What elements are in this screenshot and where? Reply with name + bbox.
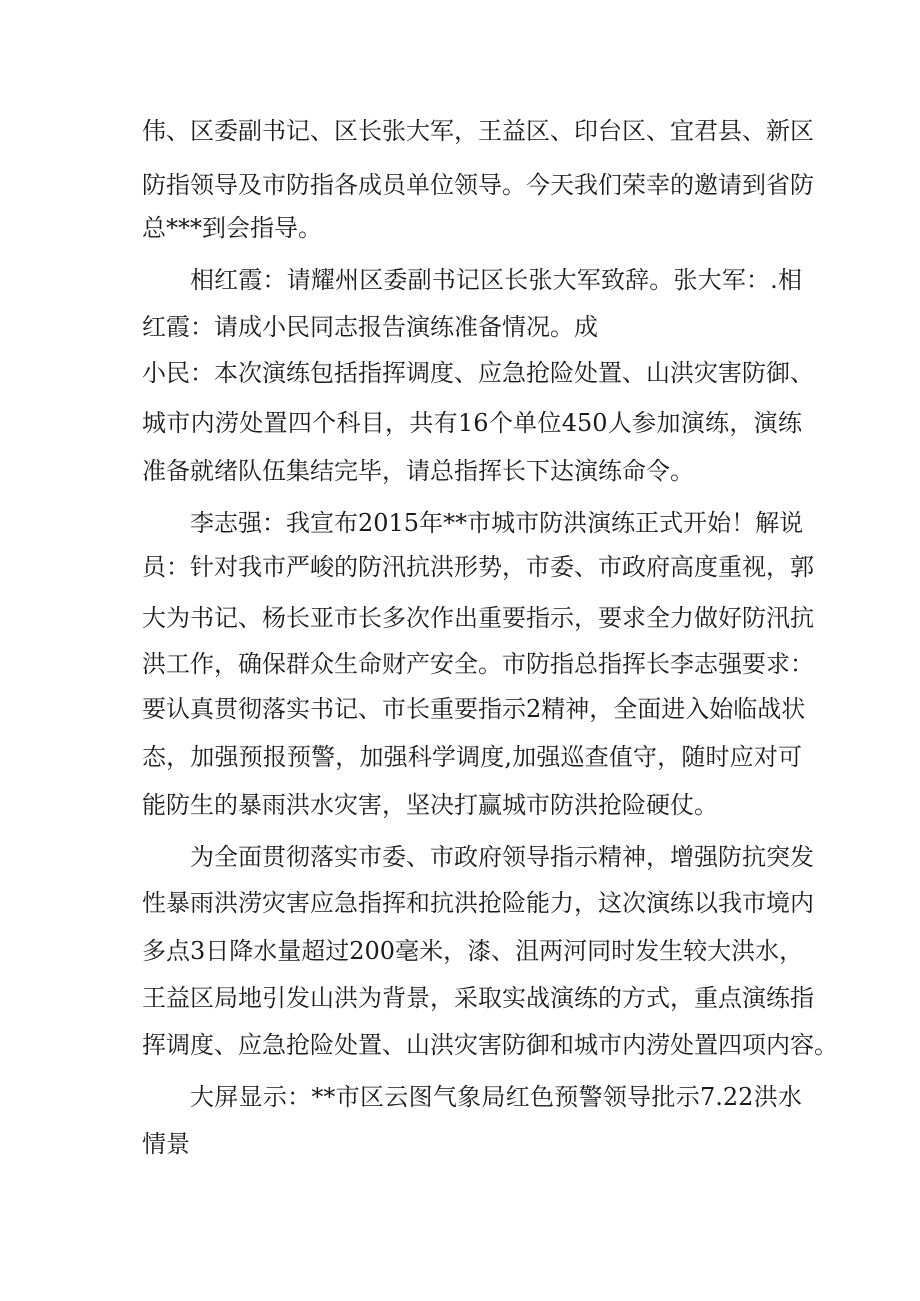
text-line-16: 为全面贯彻落实市委、市政府领导指示精神，增强防抗突发: [190, 843, 814, 871]
text-line-14: 态，加强预报预警，加强科学调度,加强巡查值守，随时应对可: [142, 743, 802, 771]
text-line-1: 伟、区委副书记、区长张大军，王益区、印台区、宜君县、新区: [142, 117, 814, 145]
text-line-6: 小民：本次演练包括指挥调度、应急抢险处置、山洪灾害防御、: [142, 359, 814, 387]
text-line-21: 大屏显示：**市区云图气象局红色预警领导批示7.22洪水: [190, 1083, 802, 1111]
text-line-4: 相红霞：请耀州区委副书记区长张大军致辞。张大军：.相: [190, 266, 802, 294]
text-line-19: 王益区局地引发山洪为背景，采取实战演练的方式，重点演练指: [142, 984, 814, 1012]
text-line-10: 员：针对我市严峻的防汛抗洪形势，市委、市政府高度重视，郭: [142, 553, 814, 581]
text-line-5: 红霞：请成小民同志报告演练准备情况。成: [142, 313, 598, 341]
text-line-22: 情景: [142, 1130, 190, 1158]
text-line-11: 大为书记、杨长亚市长多次作出重要指示，要求全力做好防汛抗: [142, 604, 814, 632]
text-line-9: 李志强：我宣布2015年**市城市防洪演练正式开始！解说: [190, 509, 804, 537]
text-line-8: 准备就绪队伍集结完毕，请总指挥长下达演练命令。: [142, 457, 694, 485]
text-line-3: 总***到会指导。: [142, 214, 322, 242]
text-line-18: 多点3日降水量超过200毫米，漆、沮两河同时发生较大洪水，: [142, 937, 804, 965]
text-line-7: 城市内涝处置四个科目，共有16个单位450人参加演练，演练: [142, 409, 802, 437]
text-line-13: 要认真贯彻落实书记、市长重要指示2精神，全面进入始临战状: [142, 695, 806, 723]
text-line-2: 防指领导及市防指各成员单位领导。今天我们荣幸的邀请到省防: [142, 171, 814, 199]
text-line-12: 洪工作，确保群众生命财产安全。市防指总指挥长李志强要求：: [142, 650, 814, 678]
text-line-20: 挥调度、应急抢险处置、山洪灾害防御和城市内涝处置四项内容。: [142, 1031, 838, 1059]
text-line-17: 性暴雨洪涝灾害应急指挥和抗洪抢险能力，这次演练以我市境内: [142, 889, 814, 917]
text-line-15: 能防生的暴雨洪水灾害，坚决打赢城市防洪抢险硬仗。: [142, 791, 718, 819]
